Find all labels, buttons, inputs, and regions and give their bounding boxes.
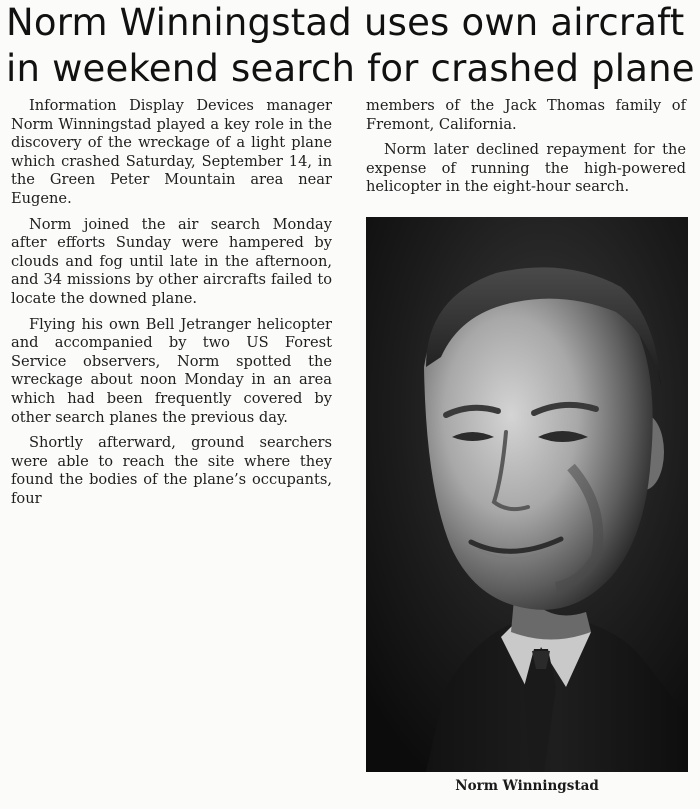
paragraph-1: Information Display Devices manager Norm Winningstad played a key role in the discovery of the wreckage of a light plane which crashed Saturday, September 14, in the Green Peter Mountain area near Eugene. — [11, 97, 332, 207]
photo-caption: Norm Winningstad — [455, 778, 599, 794]
article-column-left — [11, 97, 332, 515]
paragraph-3: Flying his own Bell Jetranger helicopter and accompanied by two US Forest Service observers, Norm spotted the wreckage about noon Monday in an area which had been frequently covered by other search planes the previous day. — [11, 315, 332, 426]
article-column-right — [366, 97, 686, 204]
portrait-photo-image — [366, 217, 688, 772]
paragraph-5: Norm later declined repayment for the expense of running the high-powered helicopter in the eight-hour search. — [366, 141, 686, 196]
paragraph-continued: members of the Jack Thomas family of Fremont, California. — [366, 97, 686, 133]
headline-line-2: in weekend search for crashed plane — [6, 47, 695, 90]
headline-line-1: Norm Winningstad uses own aircraft — [6, 1, 685, 44]
paragraph-4: Shortly afterward, ground searchers were able to reach the site where they found the bodies of the plane’s occupants, four — [11, 434, 332, 507]
portrait-photo — [366, 217, 688, 772]
article-headline — [6, 0, 696, 92]
paragraph-2: Norm joined the air search Monday after efforts Sunday were hampered by clouds and fog until late in the afternoon, and 34 missions by other aircrafts failed to locate the downed plane. — [11, 215, 332, 307]
